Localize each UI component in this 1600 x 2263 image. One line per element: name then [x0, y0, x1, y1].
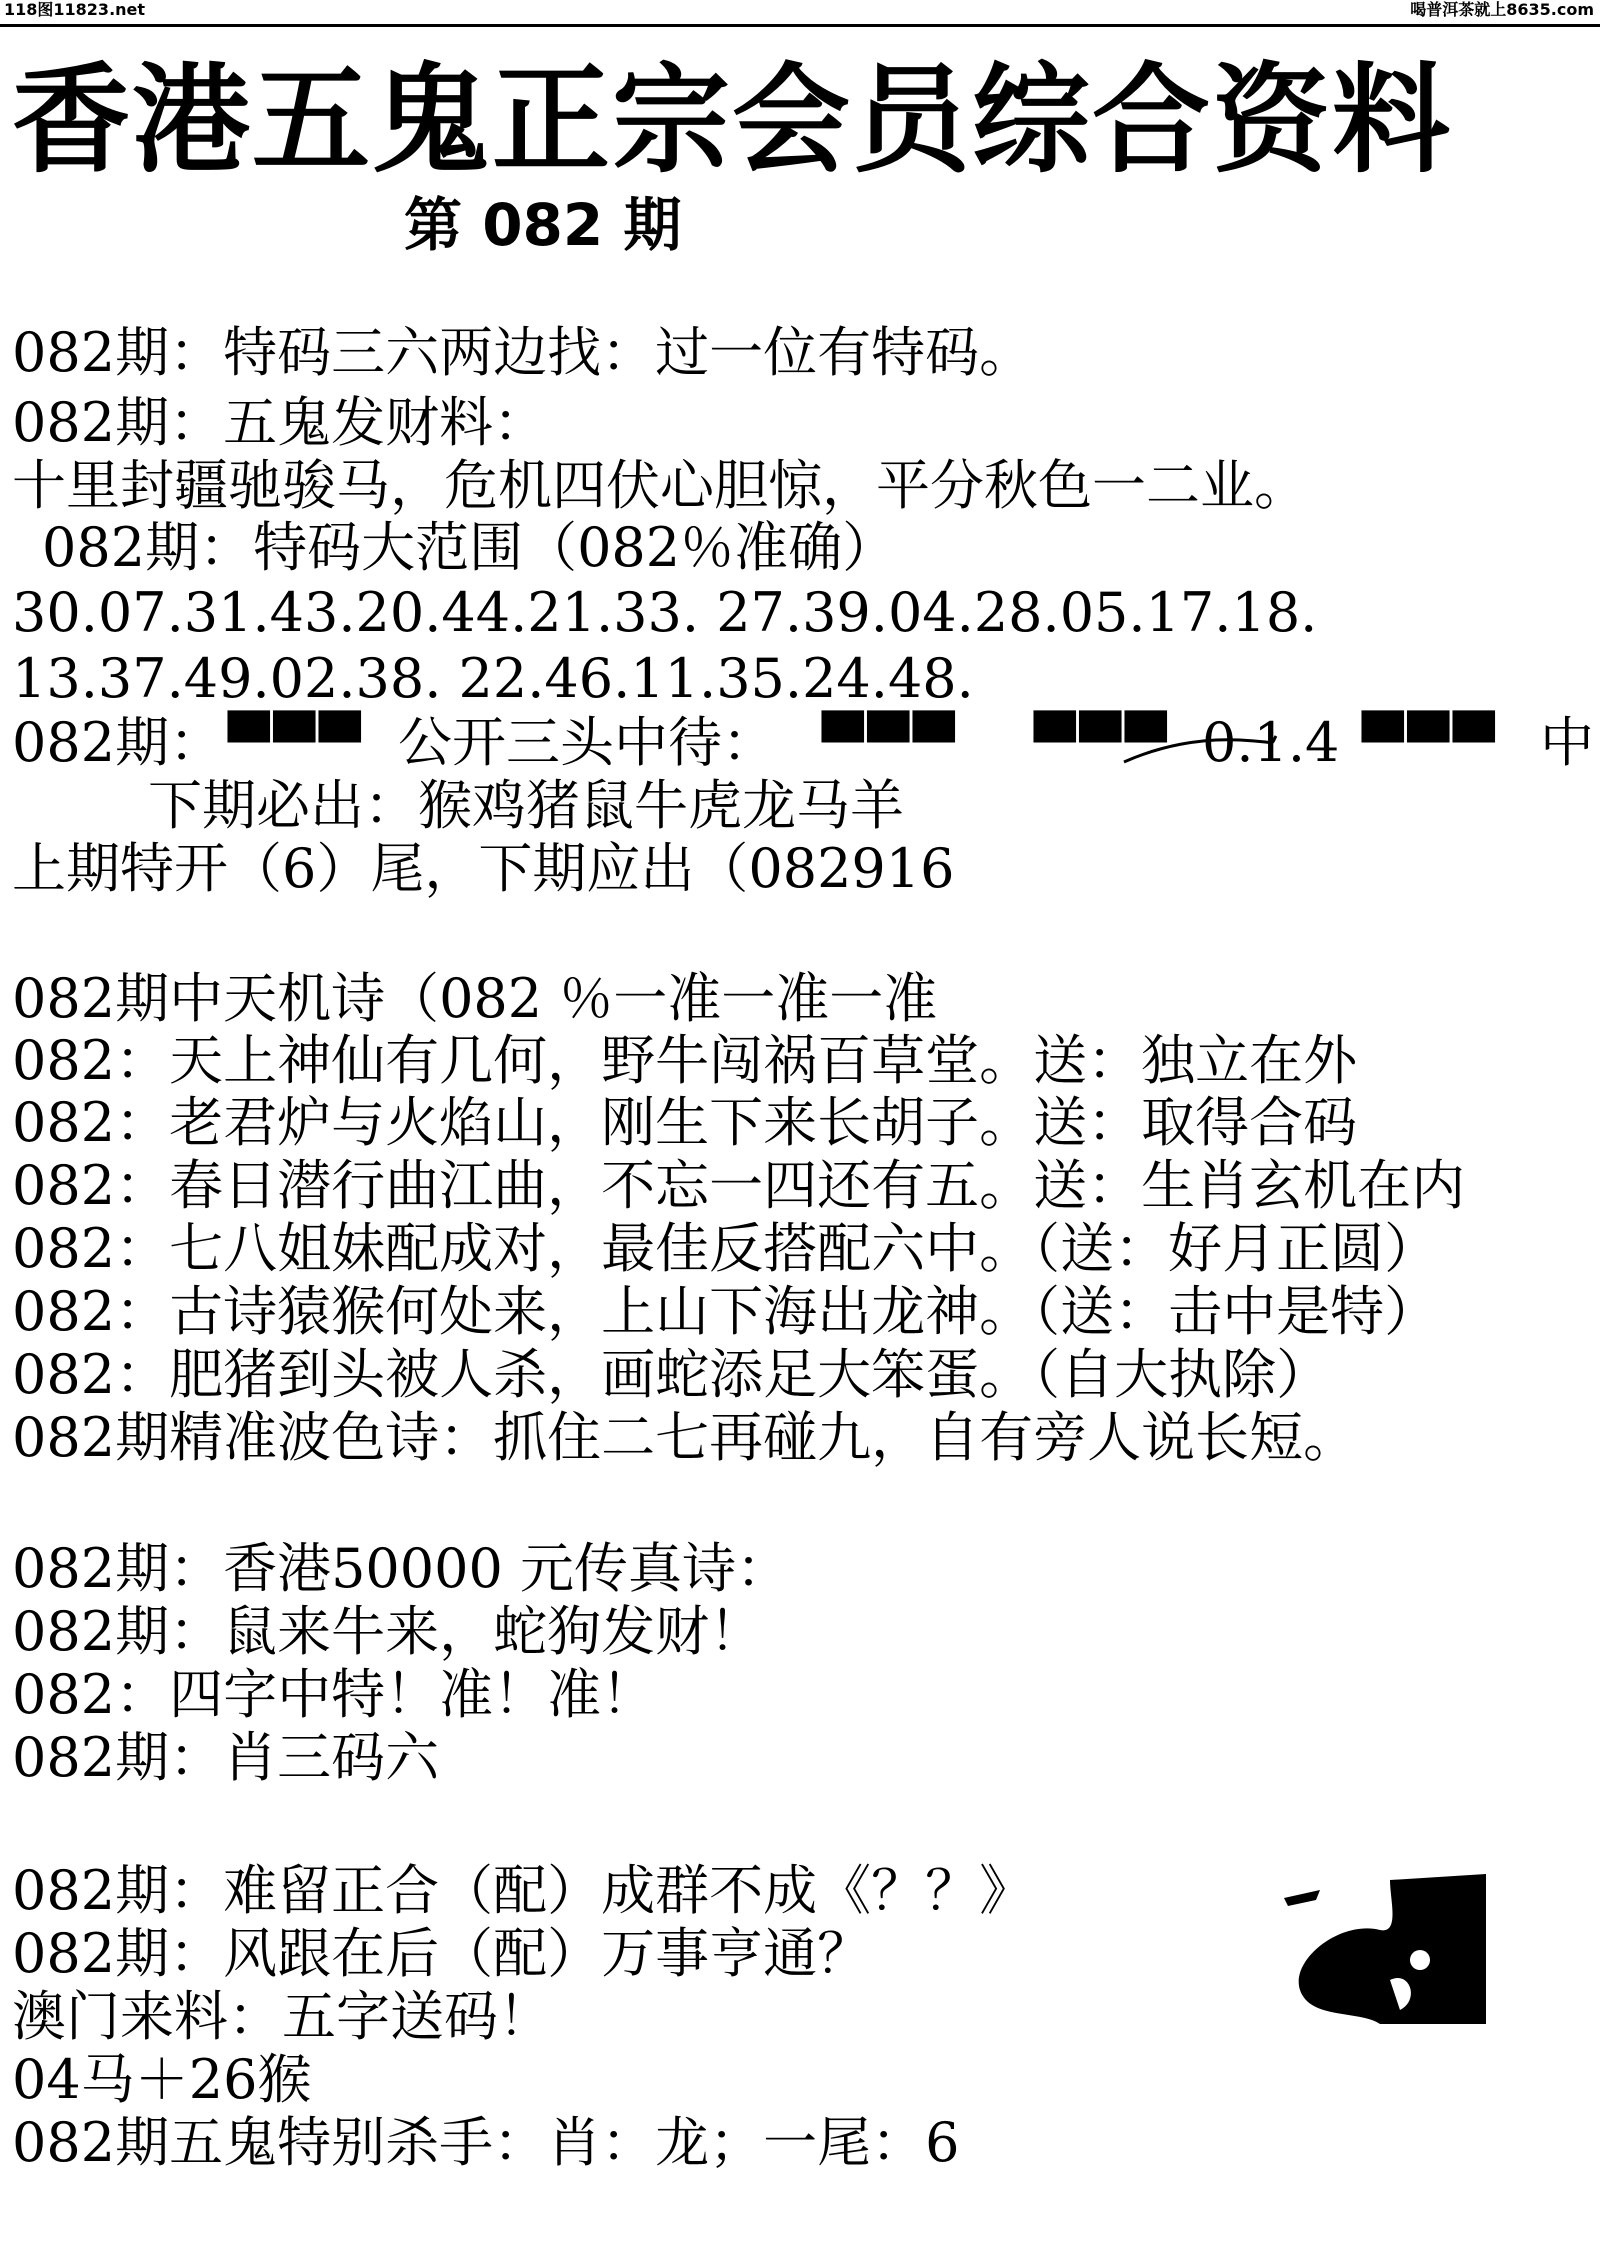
pen-scribble — [1120, 716, 1280, 776]
mask-block-c: ▀▀▀ — [1034, 711, 1171, 774]
poem-row-2: 082：老君炉与火焰山，刚生下来长胡子。送：取得合码 — [12, 1091, 1358, 1154]
site-watermark-right: 喝普洱茶就上8635.com — [1410, 0, 1594, 19]
macau-line: 澳门来料：五字送码！ — [12, 1985, 552, 2048]
site-watermark-left: 118图11823.net — [4, 0, 146, 19]
tip-line-1: 082期：特码三六两边找：过一位有特码。 — [12, 321, 1034, 384]
issue-number: 第 082 期 — [404, 191, 682, 259]
masked-line-suffix: 中 — [1540, 711, 1594, 774]
page-title: 香港五鬼正宗会员综合资料 — [12, 51, 1453, 189]
masked-line-text: 公开三头中待： — [398, 711, 776, 774]
color-poem-line: 082期精准波色诗：抓住二七再碰九，自有旁人说长短。 — [12, 1406, 1358, 1469]
number-list-2: 13.37.49.02.38. 22.46.11.35.24.48. — [12, 647, 974, 710]
mask-block-a: ▀▀▀ — [228, 711, 365, 774]
poem-line: 十里封疆驰骏马，危机四伏心胆惊，平分秋色一二业。 — [12, 454, 1308, 517]
masked-digits: 0.1.4 — [1202, 711, 1340, 774]
tip-line-2: 082期：五鬼发财料： — [12, 391, 548, 454]
riddle-line-2: 082期：风跟在后（配）万事亨通？ — [12, 1922, 872, 1985]
mask-block-b: ▀▀▀ — [822, 711, 959, 774]
poem-row-4: 082：七八姐妹配成对，最佳反搭配六中。（送：好月正圆） — [12, 1217, 1439, 1280]
fax-poem-line-3: 082期：肖三码六 — [12, 1726, 440, 1789]
tail-line: 上期特开（6）尾，下期应出（082916 — [12, 837, 955, 900]
number-pair-line: 04马＋26猴 — [12, 2048, 312, 2111]
killer-line: 082期五鬼特别杀手：肖：龙；一尾：6 — [12, 2111, 960, 2174]
number-list-1: 30.07.31.43.20.44.21.33. 27.39.04.28.05.17.18. — [12, 581, 1318, 644]
header-rule — [0, 24, 1600, 27]
mask-block-d: ▀▀▀ — [1362, 711, 1499, 774]
riddle-line-1: 082期：难留正合（配）成群不成《？？》 — [12, 1859, 1034, 1922]
poem-row-5: 082：古诗猿猴何处来，上山下海出龙神。（送：击中是特） — [12, 1280, 1439, 1343]
poem-row-1: 082：天上神仙有几何，野牛闯祸百草堂。送：独立在外 — [12, 1029, 1358, 1092]
poem-row-6: 082：肥猪到头被人杀，画蛇添足大笨蛋。（自大执除） — [12, 1343, 1331, 1406]
fax-poem-line-2: 082：四字中特！准！准！ — [12, 1663, 656, 1726]
ink-smudge-image — [1270, 1860, 1490, 2030]
poem-heading: 082期中天机诗（082 ％一准一准一准 — [12, 967, 938, 1030]
fax-poem-line-1: 082期：鼠来牛来，蛇狗发财！ — [12, 1600, 764, 1663]
fax-poem-heading: 082期：香港50000 元传真诗： — [12, 1537, 791, 1600]
masked-line-prefix: 082期： — [12, 711, 224, 774]
next-period-line: 下期必出：猴鸡猪鼠牛虎龙马羊 — [148, 774, 904, 837]
poem-row-3: 082：春日潜行曲江曲，不忘一四还有五。送：生肖玄机在内 — [12, 1154, 1466, 1217]
range-heading: 082期：特码大范围（082％准确） — [42, 516, 897, 579]
